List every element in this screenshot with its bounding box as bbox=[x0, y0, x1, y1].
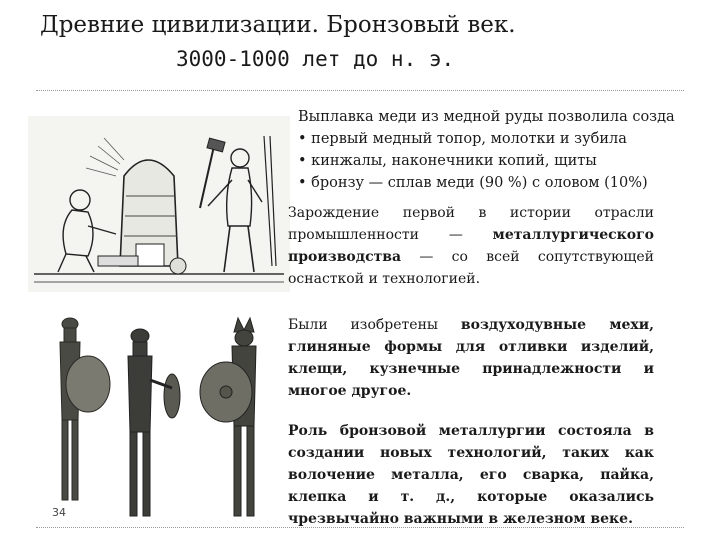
title-divider bbox=[36, 90, 684, 91]
bullet-intro: Выплавка меди из медной руды позволила созда bbox=[298, 109, 675, 125]
paragraph-emphasis: металлургического производства bbox=[288, 227, 654, 265]
bullet-item: • первый медный топор, молотки и зубила bbox=[298, 131, 627, 147]
slide-title bbox=[40, 8, 680, 76]
bronze-figurines-photo bbox=[32, 310, 280, 526]
page-number: 34 bbox=[52, 506, 66, 519]
bullet-list bbox=[298, 106, 720, 194]
paragraph-industry bbox=[288, 202, 654, 290]
paragraph-text: Были изобретены bbox=[288, 317, 461, 333]
paragraph-role bbox=[288, 420, 654, 530]
paragraph-inventions bbox=[288, 314, 654, 402]
title-line-2: 3000-1000 лет до н. э. bbox=[176, 47, 455, 71]
paragraph-text: Зарождение первой в истории отрасли промышленности — bbox=[288, 205, 654, 243]
paragraph-text: — со всей сопутствующей оснасткой и технологией. bbox=[288, 249, 654, 287]
title-line-1: Древние цивилизации. Бронзовый век. bbox=[40, 12, 516, 38]
paragraph-emphasis: Роль бронзовой металлургии состояла в создании новых технологий, таких как волочение металла, его сварка, пайка, клепка и т. д., которые оказались чрезвычайно важными в железном веке. bbox=[288, 423, 654, 527]
bottom-divider bbox=[36, 527, 684, 528]
metallurgy-drawing bbox=[28, 116, 290, 292]
bullet-item: • кинжалы, наконечники копий, щиты bbox=[298, 153, 597, 169]
bullet-item: • бронзу — сплав меди (90 %) с оловом (10%) bbox=[298, 175, 648, 191]
paragraph-emphasis: воздуходувные мехи, глиняные формы для отливки изделий, клещи, кузнечные принадлежности и многое другое. bbox=[288, 317, 654, 399]
